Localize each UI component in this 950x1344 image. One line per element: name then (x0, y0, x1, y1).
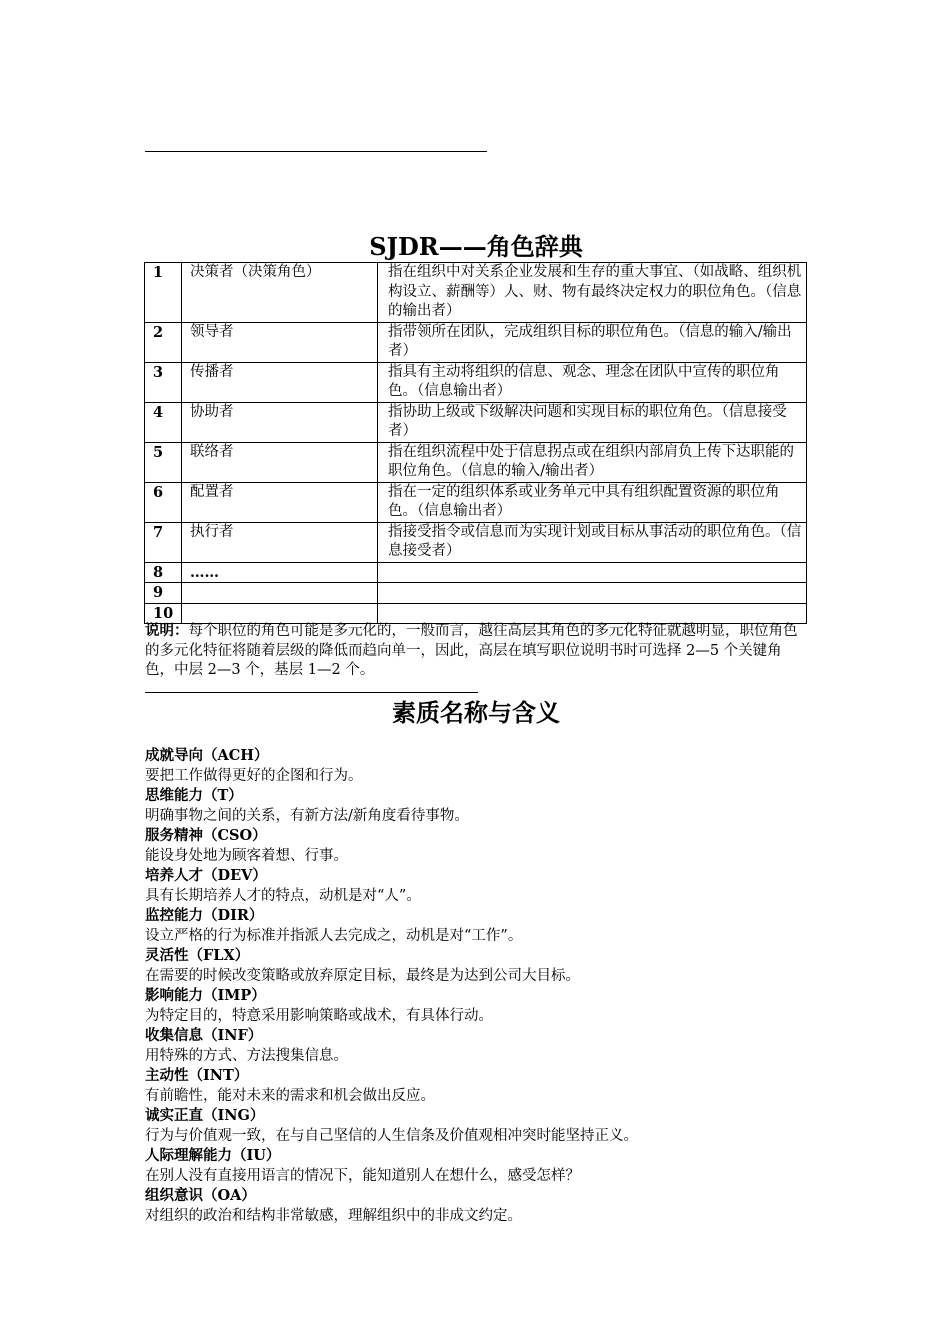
role-name: 传播者 (182, 362, 378, 402)
competency-name: 收集信息（INF） (145, 1027, 263, 1044)
competency-item (145, 1066, 809, 1106)
role-name: 决策者（决策角色） (182, 263, 378, 323)
role-description: 指带领所在团队，完成组织目标的职位角色。（信息的输入/输出者） (378, 322, 807, 362)
competency-description: 行为与价值观一致，在与自己坚信的人生信条及价值观相冲突时能坚持正义。 (145, 1128, 638, 1144)
competency-description: 明确事物之间的关系，有新方法/新角度看待事物。 (145, 808, 469, 824)
role-number: 10 (145, 603, 182, 624)
role-description: 指在一定的组织体系或业务单元中具有组织配置资源的职位角色。（信息输出者） (378, 482, 807, 522)
competency-description: 用特殊的方式、方法搜集信息。 (145, 1048, 348, 1064)
role-row (145, 322, 807, 362)
roles-table (144, 262, 807, 624)
competency-item (145, 946, 809, 986)
role-row (145, 442, 807, 482)
competency-name: 培养人才（DEV） (145, 867, 267, 884)
competency-description: 在别人没有直接用语言的情况下，能知道别人在想什么，感受怎样？ (145, 1168, 580, 1184)
roles-title: SJDR——角色辞典 (369, 232, 583, 261)
role-number: 7 (145, 522, 182, 562)
role-number: 5 (145, 442, 182, 482)
competency-description: 有前瞻性，能对未来的需求和机会做出反应。 (145, 1088, 435, 1104)
role-number: 4 (145, 402, 182, 442)
competency-description: 对组织的政治和结构非常敏感，理解组织中的非成文约定。 (145, 1208, 522, 1224)
competency-name: 人际理解能力（IU） (145, 1147, 281, 1164)
competency-item (145, 746, 809, 786)
role-name: 执行者 (182, 522, 378, 562)
role-row (145, 263, 807, 323)
role-name: 联络者 (182, 442, 378, 482)
role-number: 1 (145, 263, 182, 323)
competency-name: 主动性（INT） (145, 1067, 249, 1084)
competency-name: 思维能力（T） (145, 787, 243, 804)
competency-description: 为特定目的，特意采用影响策略或战术，有具体行动。 (145, 1008, 493, 1024)
header-rule (145, 151, 487, 152)
section-rule (145, 692, 478, 693)
role-row (145, 583, 807, 604)
note-label: 说明： (145, 622, 189, 639)
role-name: 配置者 (182, 482, 378, 522)
role-number: 6 (145, 482, 182, 522)
competency-name: 监控能力（DIR） (145, 907, 264, 924)
role-row (145, 482, 807, 522)
role-description (378, 583, 807, 604)
competency-description: 能设身处地为顾客着想、行事。 (145, 848, 348, 864)
role-name (182, 583, 378, 604)
competency-name: 诚实正直（ING） (145, 1107, 265, 1124)
role-description: 指协助上级或下级解决问题和实现目标的职位角色。（信息接受者） (378, 402, 807, 442)
role-description: 指接受指令或信息而为实现计划或目标从事活动的职位角色。（信息接受者） (378, 522, 807, 562)
role-number: 2 (145, 322, 182, 362)
role-name: …… (182, 562, 378, 583)
competency-item (145, 1026, 809, 1066)
competency-name: 灵活性（FLX） (145, 947, 250, 964)
role-row (145, 402, 807, 442)
role-row (145, 562, 807, 583)
competency-description: 设立严格的行为标准并指派人去完成之，动机是对“工作”。 (145, 928, 523, 944)
competency-item (145, 786, 809, 826)
competency-name: 组织意识（OA） (145, 1187, 256, 1204)
competency-name: 成就导向（ACH） (145, 747, 269, 764)
competency-item (145, 906, 809, 946)
note-text: 每个职位的角色可能是多元化的，一般而言，越往高层其角色的多元化特征就越明显，职位角色的多元化特征将随着层级的降低而趋向单一，因此，高层在填写职位说明书时可选择 2—5 个关键角色，中层 2—3 个，基层 1—2 个。 (145, 623, 798, 678)
role-number: 8 (145, 562, 182, 583)
competency-title: 素质名称与含义 (392, 698, 560, 727)
role-name: 领导者 (182, 322, 378, 362)
role-number: 3 (145, 362, 182, 402)
role-description: 指在组织中对关系企业发展和生存的重大事宜、（如战略、组织机构设立、薪酬等）人、财、物有最终决定权力的职位角色。（信息的输出者） (378, 263, 807, 323)
roles-note (145, 621, 809, 681)
competency-item (145, 1106, 809, 1146)
role-description (378, 562, 807, 583)
competency-description: 要把工作做得更好的企图和行为。 (145, 768, 363, 784)
role-description: 指在组织流程中处于信息拐点或在组织内部肩负上传下达职能的职位角色。（信息的输入/输出者） (378, 442, 807, 482)
competency-item (145, 826, 809, 866)
competency-item (145, 986, 809, 1026)
competency-list (145, 746, 809, 1226)
competency-description: 在需要的时候改变策略或放弃原定目标，最终是为达到公司大目标。 (145, 968, 580, 984)
competency-description: 具有长期培养人才的特点，动机是对“人”。 (145, 888, 421, 904)
competency-item (145, 1186, 809, 1226)
role-description: 指具有主动将组织的信息、观念、理念在团队中宣传的职位角色。（信息输出者） (378, 362, 807, 402)
competency-item (145, 866, 809, 906)
role-row (145, 362, 807, 402)
competency-name: 影响能力（IMP） (145, 987, 266, 1004)
role-number: 9 (145, 583, 182, 604)
competency-item (145, 1146, 809, 1186)
role-row (145, 522, 807, 562)
role-name: 协助者 (182, 402, 378, 442)
competency-name: 服务精神（CSO） (145, 827, 267, 844)
